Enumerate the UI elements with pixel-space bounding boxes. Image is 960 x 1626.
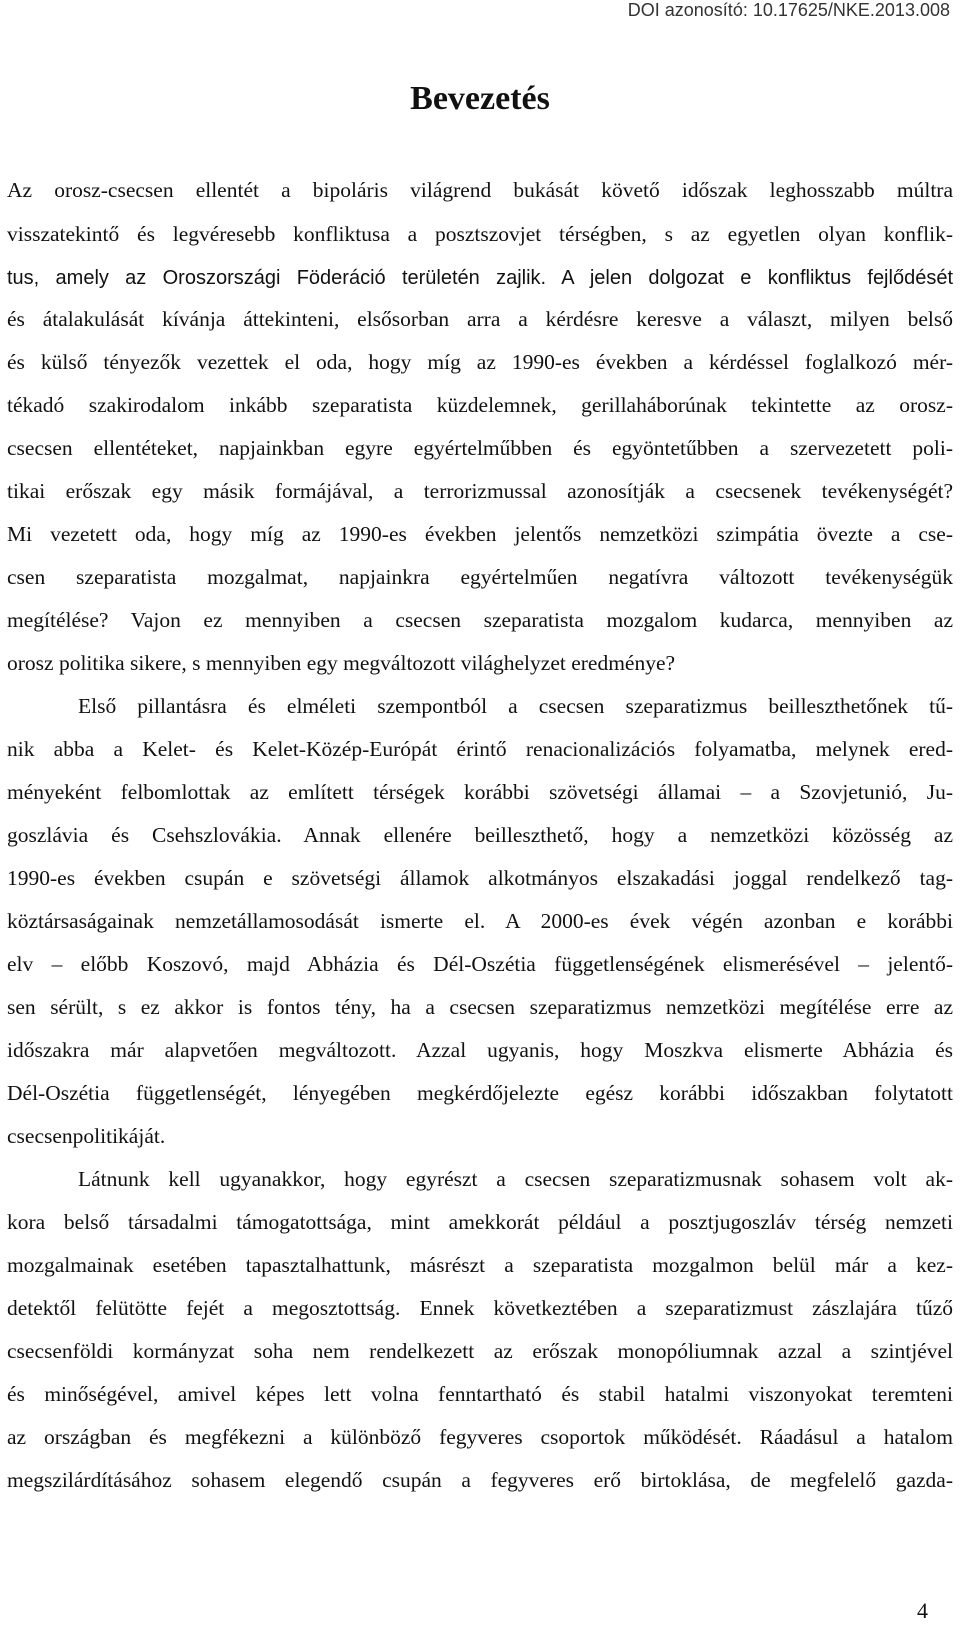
text-line: Első pillantásra és elméleti szempontból a csecsen szeparatizmus beilleszthetőnek tű- (78, 694, 953, 718)
text-line: Dél-Oszétia függetlenségét, lényegében megkérdőjelezte egész korábbi időszakban folytatott (7, 1081, 953, 1105)
page-number: 4 (917, 1598, 928, 1623)
text-line: nik abba a Kelet- és Kelet-Közép-Európát érintő renacionalizációs folyamatba, melynek ered- (7, 737, 953, 761)
text-line: Mi vezetett oda, hogy míg az 1990-es években jelentős nemzetközi szimpátia övezte a cse- (7, 522, 953, 546)
text-line: az országban és megfékezni a különböző fegyveres csoportok működését. Ráadásul a hatalom (7, 1425, 953, 1449)
text-line: csecsen ellentéteket, napjainkban egyre egyértelműbben és egyöntetűbben a szervezetett poli- (7, 436, 953, 460)
text-line (7, 261, 953, 293)
text-line: visszatekintő és legvéresebb konfliktusa a posztszovjet térségben, s az egyetlen olyan konflik- (7, 222, 953, 246)
text-line: kora belső társadalmi támogatottsága, mint amekkorát például a posztjugoszláv térség nemzeti (7, 1210, 953, 1234)
text-line: detektől felütötte fejét a megosztottság. Ennek következtében a szeparatizmust zászlajára tűző (7, 1296, 953, 1320)
page-title: Bevezetés (410, 80, 550, 117)
text-line: mozgalmainak esetében tapasztalhattunk, másrészt a szeparatista mozgalmon belül már a kez- (7, 1253, 953, 1277)
text-line: elv – előbb Koszovó, majd Abházia és Dél-Oszétia függetlenségének elismerésével – jelentő- (7, 952, 953, 976)
doi-header: DOI azonosító: 10.17625/NKE.2013.008 (627, 0, 950, 20)
text-line: sen sérült, s ez akkor is fontos tény, ha a csecsen szeparatizmus nemzetközi megítélése erre az (7, 995, 953, 1019)
text-line: köztársaságainak nemzetállamosodását ismerte el. A 2000-es évek végén azonban e korábbi (7, 909, 953, 933)
text-line: megítélése? Vajon ez mennyiben a csecsen szeparatista mozgalom kudarca, mennyiben az (7, 608, 953, 632)
text-line: tikai erőszak egy másik formájával, a terrorizmussal azonosítják a csecsenek tevékenységét? (7, 479, 953, 503)
text-line: Látnunk kell ugyanakkor, hogy egyrészt a csecsen szeparatizmusnak sohasem volt ak- (78, 1167, 953, 1191)
text-line: és minőségével, amivel képes lett volna fenntartható és stabil hatalmi viszonyokat teremteni (7, 1382, 953, 1406)
text-line: 1990-es években csupán e szövetségi államok alkotmányos elszakadási joggal rendelkező tag- (7, 866, 953, 890)
text-line: és átalakulását kívánja áttekinteni, elsősorban arra a kérdésre keresve a választ, milyen belső (7, 307, 953, 331)
text-line: és külső tényezők vezettek el oda, hogy míg az 1990-es években a kérdéssel foglalkozó mér- (7, 350, 953, 374)
text-line: orosz politika sikere, s mennyiben egy megváltozott világhelyzet eredménye? (7, 651, 676, 675)
text-line: ményeként felbomlottak az említett térségek korábbi szövetségi államai – a Szovjetunió, Ju- (7, 780, 953, 804)
text-line: csecsenpolitikáját. (7, 1124, 166, 1148)
text-line: goszlávia és Csehszlovákia. Annak ellenére beilleszthető, hogy a nemzetközi közösség az (7, 823, 953, 847)
text-line: tékadó szakirodalom inkább szeparatista küzdelemnek, gerillaháborúnak tekintette az orosz- (7, 393, 953, 417)
text-line: Az orosz-csecsen ellentét a bipoláris világrend bukását követő időszak leghosszabb múltra (7, 178, 953, 202)
text-line: csecsenföldi kormányzat soha nem rendelkezett az erőszak monopóliumnak azzal a szintjével (7, 1339, 953, 1363)
text-line: csen szeparatista mozgalmat, napjainkra egyértelműen negatívra változott tevékenységük (7, 565, 953, 589)
text-line-part: tus, amely az Oroszországi Föderáció területén zajlik. A jelen dolgozat e konfliktus fejlődését (7, 267, 953, 289)
text-line: időszakra már alapvetően megváltozott. Azzal ugyanis, hogy Moszkva elismerte Abházia és (7, 1038, 953, 1062)
text-line: megszilárdításához sohasem elegendő csupán a fegyveres erő birtoklása, de megfelelő gazda- (7, 1468, 953, 1492)
